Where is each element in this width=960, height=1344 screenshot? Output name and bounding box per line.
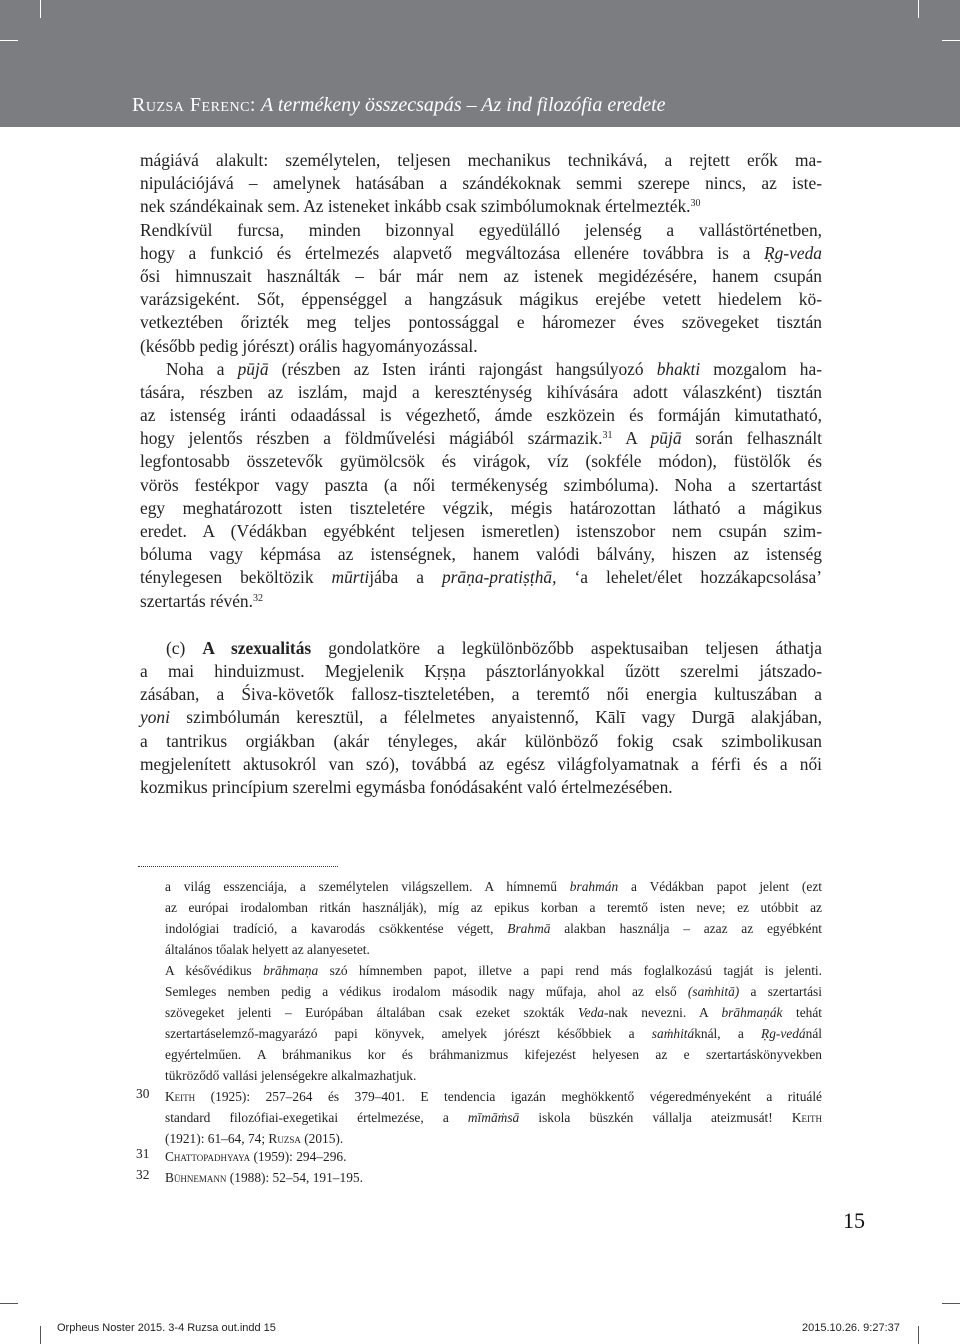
footnote-continuation: a világ esszenciája, a személytelen világszellem. A hímnemű brahmán a Védákban papot jelent (ezt az európai irodalomban ritkán használják), míg az epikus korban a teremtő isten neve; ez utóbbit az indológiai tradíció, a kavarodás csökkentése végett, Brahmā alakban használja – azaz az egyébként általános tőalak helyett az alanyesetet. A késővédikus brāhmaṇa szó hímnemben papot, illetve a papi rend más foglalkozású tagját is jelenti. Semleges nemben pedig a védikus irodalom második nagy műfaja, ahol az első (saṁhitā) a szertartási szövegeket jelenti – Európában általában csak ezeket szokták Veda-nak nevezni. A brāhmaṇák tehát szertartáselemző-magyarázó papi könyvek, amelyek jórészt későbbiek a saṁhitáknál, a Ṛg-vedánál egyértelműen. A bráhmanikus kor és bráhmanizmus kifejezést helyesen az e szertartáskönyvekben tükröződő vallási jelenségekre alkalmazhatjuk. [165,879,823,1083]
body-line: vetkeztében őrizték meg teljes pontossággal e háromezer éves szövegeket tisztán [140,312,822,333]
crop-mark [40,1326,41,1344]
crop-mark [918,1326,919,1344]
body-line: Rendkívül furcsa, minden bizonnyal egyedülálló jelenség a vallástörténetben, [140,219,822,240]
body-line: (később pedig jórészt) orális hagyományozással. [140,335,478,356]
section-heading: A szexualitás [202,637,312,658]
body-text [140,149,822,799]
header-band [0,0,960,127]
crop-mark [942,1303,960,1304]
body-line: kozmikus princípium szerelmi egymásba fonódásaként való értelmezésében. [140,776,673,797]
footnote-separator [138,866,338,867]
footnote-ref[interactable]: 30 [690,198,701,210]
page-number: 15 [843,1208,865,1233]
running-head-title: A termékeny összecsapás – Az ind filozófia eredete [260,94,666,116]
body-line: yoni szimbólumán keresztül, a félelmetes anyaistennő, Kālī vagy Durgā alakjában, [140,707,822,728]
body-line: eredet. A (Védákban egyébként teljesen ismeretlen) istenszobor nem csupán szim- [140,521,822,541]
body-line: a mai hinduizmust. Megjelenik Kṛṣṇa pásztorlányokkal űzött szerelmi játszado- [140,660,822,681]
footnote-32: 32 Bühnemann (1988): 52–54, 191–195. [136,1167,363,1185]
crop-mark [918,0,919,18]
body-line: egy meghatározott isten tiszteletére végzik, mégis határozottan látható a mágikus [140,497,822,518]
slug-filename: Orpheus Noster 2015. 3-4 Ruzsa out.indd 15 [57,1322,276,1334]
body-line: az istenség iránti odaadással is végezhető, ámde eszközein és formáján kimutatható, [140,405,822,426]
body-line: hogy a funkció és értelmezés alapvető megváltozása ellenére továbbra is a Ṛg-veda [140,242,822,263]
body-line: szertartás révén.$^{32}$ [140,590,263,611]
crop-mark [0,40,18,41]
footnote-ref[interactable]: 31 [602,430,613,442]
crop-mark [942,40,960,41]
footnote-number: 31 [136,1146,150,1161]
crop-mark [40,0,41,18]
body-line: zásában, a Śiva-követők fallosz-tiszteletében, a teremtő női energia kultuszában a [140,684,822,705]
body-line: (c) A szexualitás gondolatköre a legkülönbözőbb aspektusaiban teljesen áthatja [166,637,822,658]
body-line: legfontosabb összetevők gyümölcsök és virágok, víz (sokféle módon), füstölők és [140,451,822,472]
body-line: hogy jelentős részben a földművelési mágiából származik.$^{31}$ A pūjā során felhasznált [140,428,822,449]
body-line: nipulációjává – amelynek hatásában a szándékoknak semmi szerepe nincs, az iste- [140,173,822,194]
slug-date: 2015.10.26. 9:27:37 [802,1322,900,1334]
body-line: varázsigeként. Sőt, éppenséggel a hangzásuk mágikus erejébe vetett hiedelem kö- [140,289,822,310]
footnote-30: 30 Keith (1925): 257–264 és 379–401. E tendencia igazán meghökkentő végeredményeként a rituálé standard filozófiai-exegetikai értelmezése, a mīmāṁsā iskola büszkén vállalja ateizmusát! Keith (1921): 61–64, 74; Ruzsa (2015). [136,1086,822,1146]
footnote-ref[interactable]: 32 [252,592,263,604]
footnote-31: 31 Chattopadhyaya (1959): 294–296. [136,1146,347,1164]
footnote-number: 32 [136,1167,150,1182]
running-head [132,94,666,117]
section-c [140,637,822,799]
body-line: nek szándékainak sem. Az isteneket inkább csak szimbólumoknak értelmezték.$^{30}$ [140,196,701,217]
running-head-author: Ruzsa Ferenc: [132,94,256,116]
body-line: Noha a pūjā (részben az Isten iránti rajongást hangsúlyozó bhakti mozgalom ha- [166,358,822,379]
section-label: (c) [166,637,186,658]
body-line: mágiává alakult: személytelen, teljesen mechanikus technikává, a rejtett erők ma- [140,150,822,170]
body-line: ténylegesen beköltözik mūrtijába a prāṇa-pratiṣṭhā, ‘a lehelet/élet hozzákapcsolása’ [140,567,822,588]
crop-mark [0,1303,18,1304]
body-line: vörös festékpor vagy paszta (a női termékenység szimbóluma). Noha a szertartást [140,474,822,495]
body-line: tására, részben az iszlám, majd a kereszténység kihívására adott válaszként) tisztán [140,381,822,402]
body-line: a tantrikus orgiákban (akár tényleges, akár különböző fokig csak szimbolikusan [140,730,822,751]
footnote-number: 30 [136,1086,150,1101]
body-line: bóluma vagy képmása az istenségnek, hanem valódi bálvány, hiszen az istenség [140,544,822,565]
body-line: ősi himnuszait használták – bár már nem az istenek megidézésére, hanem csupán [140,265,822,286]
body-line: megjelenített aktusokról van szó), továbbá az egész világfolyamatnak a férfi és a női [140,753,822,774]
